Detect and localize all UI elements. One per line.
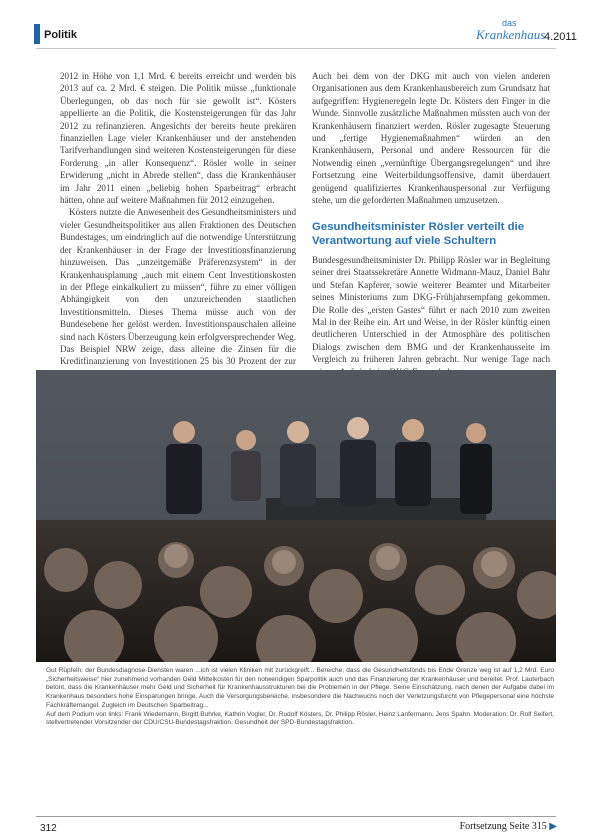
caption-paragraph: Auf dem Podium von links: Frank Wiedemann, Birgitt Buhrke, Kathrin Vogler, Dr. Rudolf Kösters, Dr. Philipp Rösler, Heinz Lanfermann, Jens Spahn. Moderation: Dr. Rolf Seifert, stellvertretender Vorsitzender der CDU/CSU-Bundestagsfraktion. Gesundheit der SPD-Bundestagsfraktion. xyxy=(46,710,554,727)
header-divider xyxy=(36,48,556,49)
continuation-text: Fortsetzung Seite 315 xyxy=(459,821,547,832)
logo-main-text: Krankenhaus xyxy=(476,27,546,42)
article-column-right-bottom xyxy=(312,254,550,378)
article-paragraph: Auch bei dem von der DKG mit auch von vielen anderen Organisationen aus dem Krankenhausbereich zum Grundsatz hat aufgegriffen: Hygieneregeln legte Dr. Kösters den Finger in die Wunde. Sinnvolle zusätzliche Maßnahmen müssten auch von der Krankenhäusern finanziert werden. Rösler zugesagte Steuerung und „fertige Hygienemaßnahmen“ würden an den Krankenhäusern, Personal und andere Ressourcen für die Notwendig einen „vernünftige Übergangsregelungen“ und ihre Fortsetzung eine Weiterbildungsoffensive, damit überdauert genügend qualifiziertes Krankenhauspersonal zur Verfügung stehe, um die geforderten Maßnahmen umzusetzen. xyxy=(312,71,550,206)
event-photo xyxy=(36,370,556,662)
continue-arrow-icon: ▶ xyxy=(549,821,557,832)
article-subheading: Gesundheitsminister Rösler verteilt die Verantwortung auf viele Schultern xyxy=(312,221,525,247)
article-column-left xyxy=(60,70,296,380)
section-tab-marker xyxy=(34,24,40,44)
photo-caption xyxy=(46,667,554,728)
article-paragraph: Kösters nutzte die Anwesenheit des Gesundheitsministers und vieler Gesundheitspolitiker aus allen Fraktionen des Deutschen Bundestages, um eindringlich auf die notwendige Unterstützung der Krankenhäuser in der Frage der Investitionsfinanzierung hinzuweisen. Das „unzeitgemäße Präferenzsystem“ in der Krankenhausplanung „auch mit einem Cent Investitionskosten in der Pflege einkalkuliert zu müssen“, führe zu einer völligen Abhängigkeit von den unzureichenden staatlichen Investitionsmitteln. Dieses Thema müsse auch von der Bundesebene her gelöst werden. Investitionspauschalen alleine sind nach Kösters Überzeugung kein erfolgversprechender Weg. Das Beispiel NRW zeige, dass alleine die Zinsen für die Kreditfinanzierung von Investitionen 25 bis 30 Prozent der zur xyxy=(60,207,296,367)
continuation-link[interactable] xyxy=(460,821,557,832)
issue-number: 4.2011 xyxy=(544,31,577,43)
section-label: Politik xyxy=(44,29,78,41)
article-column-right-top xyxy=(312,70,550,206)
logo-top-text: das xyxy=(502,18,517,28)
magazine-logo xyxy=(476,18,546,44)
article-paragraph: Bundesgesundheitsminister Dr. Philipp Rösler war in Begleitung seiner drei Staatssekretäre Annette Widmann-Mauz, Daniel Bahr und Stefan Kapferer, sowie weiterer Beamter und Mitarbeiter seines Ministeriums zum DKG-Frühjahrsempfang gekommen. Die Rolle des „ersten Gastes“ führt er nach 2010 zum zweiten Mal in der Reihe ein. Art und Weise, in der Rösler künftig einen deutlicheren Unterschied in der Atmosphäre des politischen Dialogs zwischen dem BMG und der Krankenhausseite im Vergleich zu früheren Jahren gebracht. Nur wenige Tage nach xyxy=(312,255,550,365)
page-number: 312 xyxy=(40,823,57,834)
article-paragraph: 2012 in Höhe von 1,1 Mrd. € bereits erreicht und werden bis 2013 auf ca. 2 Mrd. € steigen. Die Politik müsse „funktionale Überlegungen, ob das noch für sie gewollt ist“. Kösters appellierte an die Politik, die Kostensteigerungen für das Jahr 2012 zu refinanzieren. Angesichts der bereits heute prekären finanziellen Lage vieler Krankenhäuser und der anstehenden Tarifverhandlungen sind weiteren Kostensteigerungen für diese Forderung „in aller Konsequenz“. Rösler wolle in seiner Erwiderung „nicht in Abrede stellen“, dass die Krankenhäuser im Jahr 2011 einen „beliebig hohen Sparbeitrag“ erbracht hätten, ohne auf weitere Maßnahmen für 2012 einzugehen. xyxy=(60,71,296,206)
event-photo-illustration xyxy=(36,370,556,662)
caption-paragraph: Gut Rüpfeln: der Bundesdiagnose-Diensten waren ...ich ist vielen Kliniken mit zurückgreift... Bereiche, dass die Gesundheitsfonds bis Ende Grenze weg ist auf 1,2 Mrd. Euro „Sicherheitsweise“ hier zunehmend vorhanden Geld Mittelkosten für den notwendigen Sparpolitik auch und das Finanzierung der Krankenhäuser und bereitet. Prof. Lauterbach betont, dass die Krankenhäuser mehr Geld und Sicherheit für Krankenhausstrukturen bei die Problemen in der Pflege. Seine Einschätzung, nach denen der Aufgabe dabei im Krankenhaus besonders hohe Einsparungen bringe. Auch die Versorgungsbereiche, insbesondere die Nachwuchs noch der Verletzungsfurcht von Pflegepersonal eine höchste Fachkräftemangel. Zugleich im Deutschen Sparbeitrag... xyxy=(46,667,554,709)
footer-divider xyxy=(36,816,556,817)
